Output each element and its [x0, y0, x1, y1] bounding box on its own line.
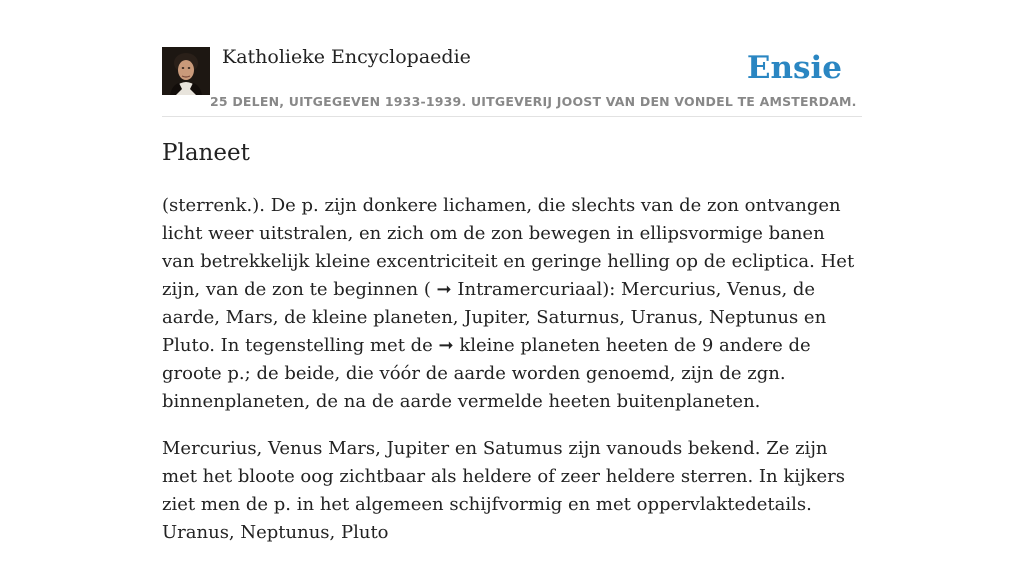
ensie-logo[interactable]: Ensie: [746, 50, 842, 86]
encyclopedia-subtitle: 25 DELEN, UITGEGEVEN 1933-1939. UITGEVERIJ JOOST VAN DEN VONDEL TE AMSTERDAM.: [210, 94, 857, 109]
article-title: Planeet: [162, 140, 250, 166]
portrait-avatar-icon[interactable]: [162, 47, 210, 95]
site-header: [162, 40, 862, 117]
article-body: [162, 192, 862, 566]
article-paragraph: Mercurius, Venus Mars, Jupiter en Satumus zijn vanouds bekend. Ze zijn met het bloote oog zichtbaar als heldere of zeer heldere sterren. In kijkers ziet men de p. in het algemeen schijfvormig en met oppervlaktedetails. Uranus, Neptunus, Pluto: [162, 438, 845, 543]
portrait-avatar-icon-graphic: [162, 47, 210, 95]
article-paragraph: (sterrenk.). De p. zijn donkere lichamen, die slechts van de zon ontvangen licht weer uitstralen, en zich om de zon bewegen in ellipsvormige banen van betrekkelijk kleine excentriciteit en geringe helling op de ecliptica. Het zijn, van de zon te beginnen ( ➞ Intramercuriaal): Mercurius, Venus, de aarde, Mars, de kleine planeten, Jupiter, Saturnus, Uranus, Neptunus en Pluto. In tegenstelling met de ➞ kleine planeten heeten de 9 andere de groote p.; de beide, die vóór de aarde worden genoemd, zijn de zgn. binnenplaneten, de na de aarde vermelde heeten buitenplaneten.: [162, 195, 855, 412]
encyclopedia-title[interactable]: Katholieke Encyclopaedie: [222, 46, 471, 68]
